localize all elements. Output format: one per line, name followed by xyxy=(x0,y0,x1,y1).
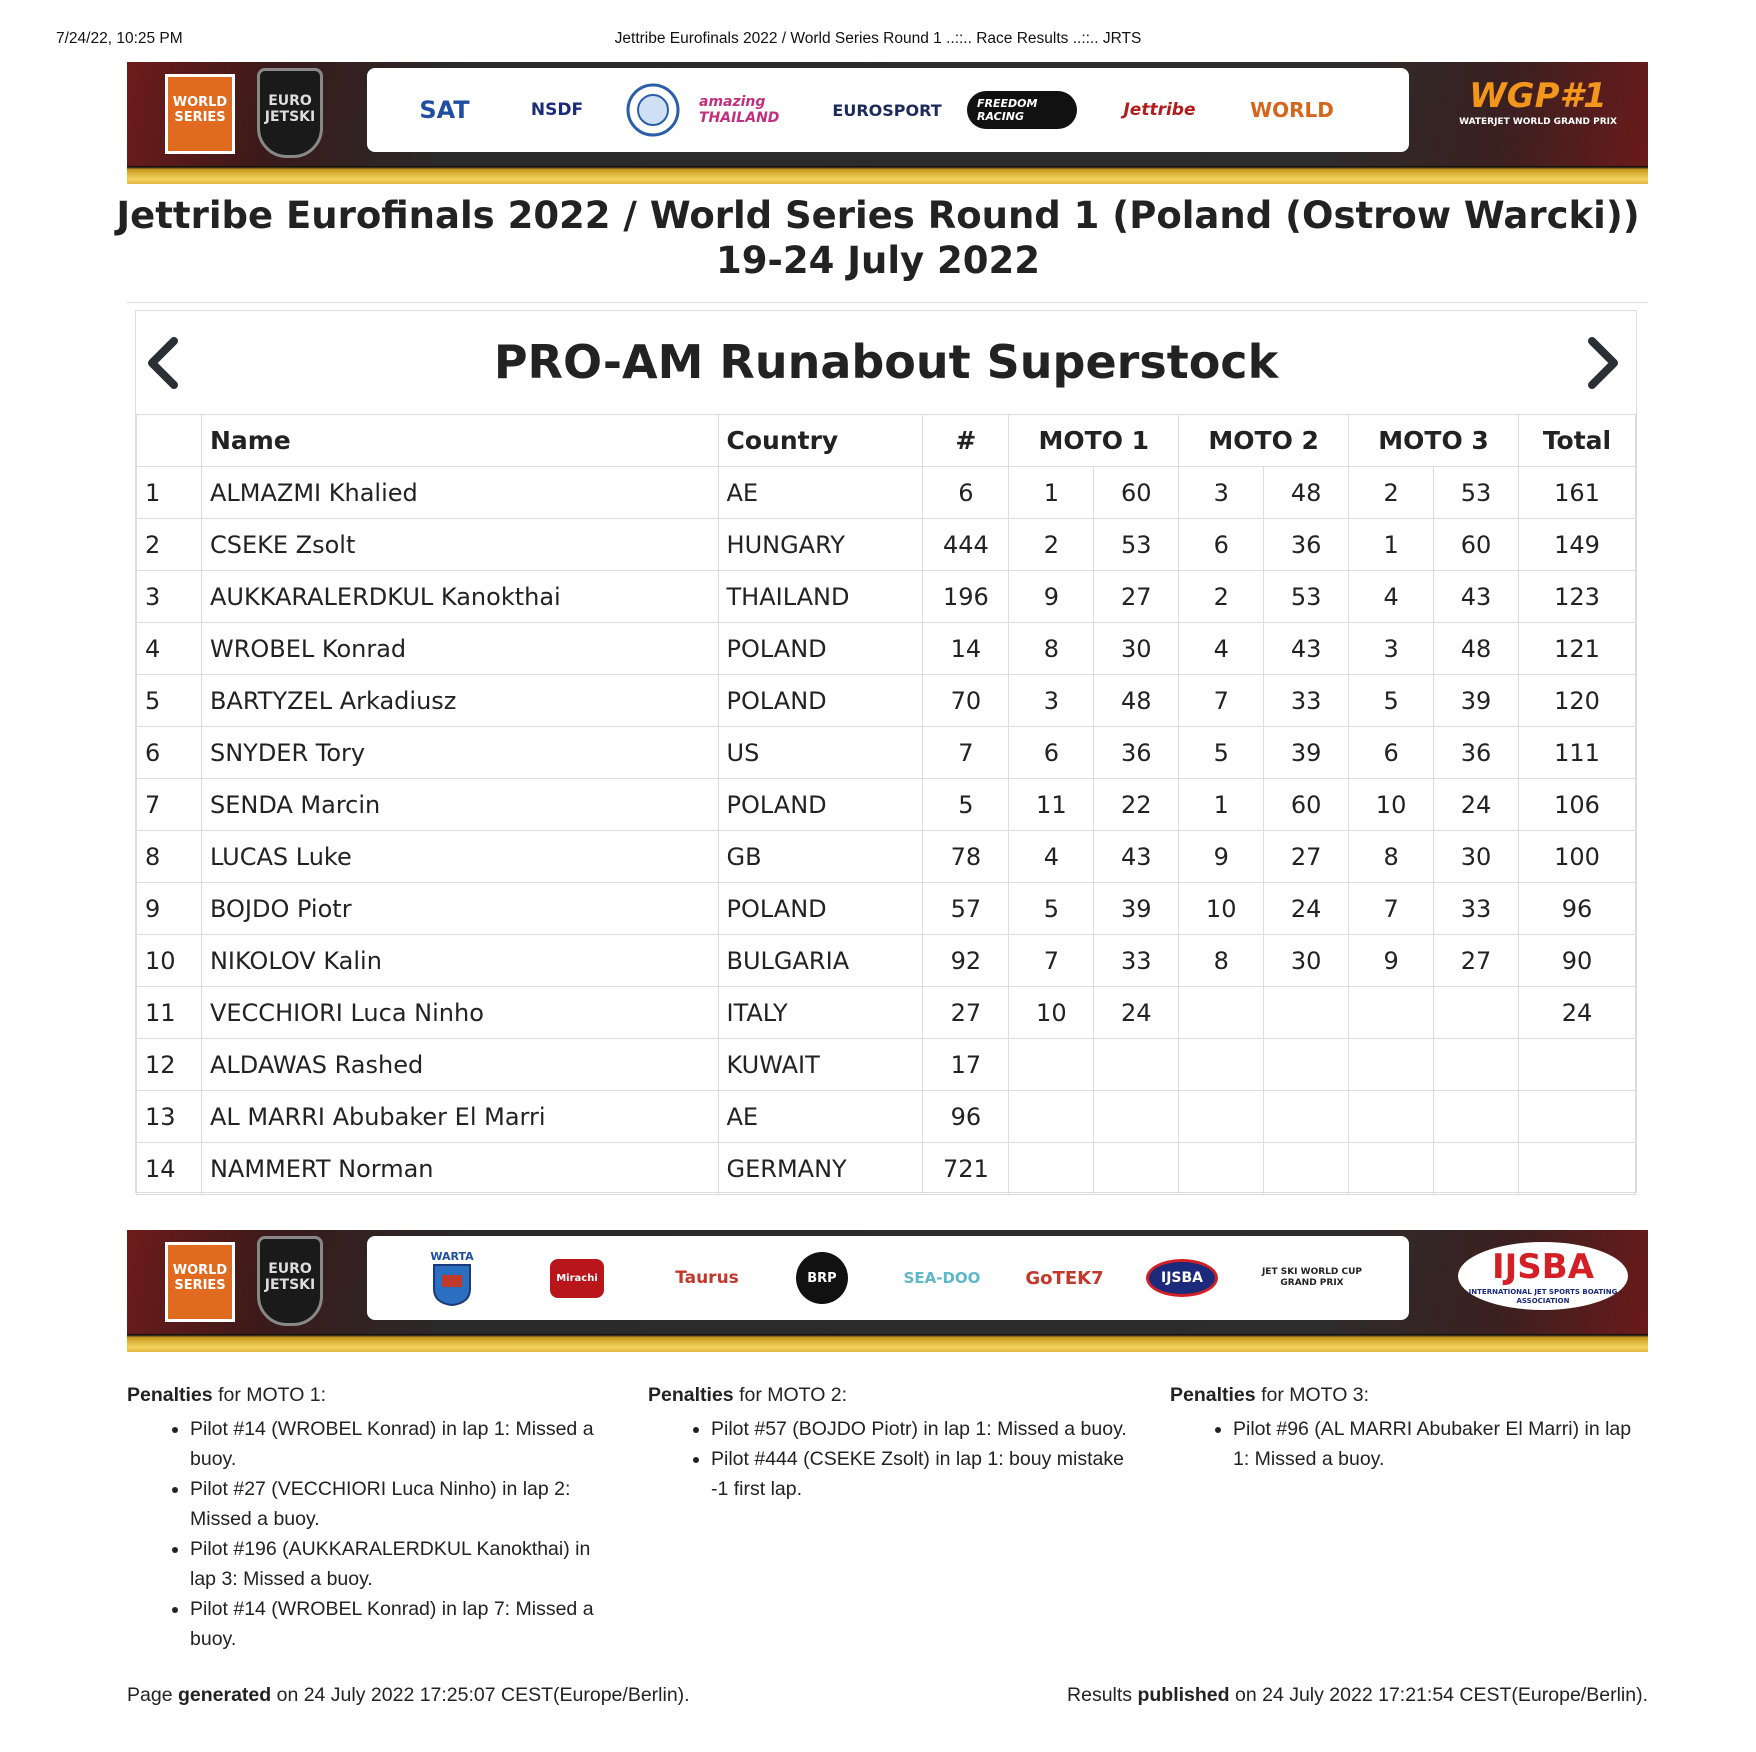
cell-moto2-place: 2 xyxy=(1179,571,1264,623)
cell-moto3-points: 48 xyxy=(1434,623,1519,675)
cell-name: ALMAZMI Khalied xyxy=(201,467,718,519)
cell-position: 6 xyxy=(137,727,202,779)
cell-position: 13 xyxy=(137,1091,202,1143)
cell-name: LUCAS Luke xyxy=(201,831,718,883)
cell-moto1-points xyxy=(1094,1143,1179,1195)
table-row xyxy=(137,571,1636,623)
cell-name: VECCHIORI Luca Ninho xyxy=(201,987,718,1039)
cell-position: 14 xyxy=(137,1143,202,1195)
cell-moto1-place: 4 xyxy=(1009,831,1094,883)
cell-moto1-place: 2 xyxy=(1009,519,1094,571)
class-title: PRO-AM Runabout Superstock xyxy=(493,335,1279,389)
cell-moto1-points: 27 xyxy=(1094,571,1179,623)
cell-moto1-place: 3 xyxy=(1009,675,1094,727)
cell-moto2-points: 27 xyxy=(1264,831,1349,883)
cell-moto1-place xyxy=(1009,1143,1094,1195)
cell-moto1-points: 53 xyxy=(1094,519,1179,571)
sponsor-brp-logo: BRP xyxy=(787,1236,857,1320)
cell-moto2-place: 4 xyxy=(1179,623,1264,675)
cell-moto3-place xyxy=(1349,1143,1434,1195)
cell-moto1-points: 36 xyxy=(1094,727,1179,779)
cell-moto1-place: 8 xyxy=(1009,623,1094,675)
cell-moto1-points: 33 xyxy=(1094,935,1179,987)
cell-moto2-points: 24 xyxy=(1264,883,1349,935)
cell-moto2-place: 6 xyxy=(1179,519,1264,571)
cell-moto3-place xyxy=(1349,987,1434,1039)
cell-country: BULGARIA xyxy=(718,935,923,987)
cell-moto3-points: 60 xyxy=(1434,519,1519,571)
cell-total: 149 xyxy=(1518,519,1635,571)
cell-total xyxy=(1518,1039,1635,1091)
cell-number: 196 xyxy=(923,571,1009,623)
cell-name: ALDAWAS Rashed xyxy=(201,1039,718,1091)
cell-total xyxy=(1518,1143,1635,1195)
penalty-item: • Pilot #444 (CSEKE Zsolt) in lap 1: bouy mistake -1 first lap. xyxy=(711,1444,1138,1504)
cell-position: 10 xyxy=(137,935,202,987)
cell-moto2-place xyxy=(1179,1091,1264,1143)
cell-moto3-points xyxy=(1434,1143,1519,1195)
table-row xyxy=(137,1143,1636,1195)
cell-moto1-points xyxy=(1094,1091,1179,1143)
cell-total: 106 xyxy=(1518,779,1635,831)
penalties-list xyxy=(648,1414,1138,1504)
cell-moto3-points: 33 xyxy=(1434,883,1519,935)
euro-jetski-badge: EURO JETSKI xyxy=(257,68,323,158)
cell-moto1-points: 43 xyxy=(1094,831,1179,883)
cell-moto1-place: 1 xyxy=(1009,467,1094,519)
cell-moto3-points: 53 xyxy=(1434,467,1519,519)
penalties-moto3 xyxy=(1170,1380,1650,1474)
cell-number: 5 xyxy=(923,779,1009,831)
cell-number: 92 xyxy=(923,935,1009,987)
cell-moto3-points xyxy=(1434,987,1519,1039)
cell-number: 14 xyxy=(923,623,1009,675)
cell-moto1-place: 7 xyxy=(1009,935,1094,987)
banner-background xyxy=(127,62,1648,166)
cell-name: BARTYZEL Arkadiusz xyxy=(201,675,718,727)
cell-position: 2 xyxy=(137,519,202,571)
cell-country: ITALY xyxy=(718,987,923,1039)
cell-country: THAILAND xyxy=(718,571,923,623)
event-dates: 19-24 July 2022 xyxy=(716,239,1040,282)
bottom-sponsor-banner xyxy=(127,1230,1648,1352)
cell-moto3-place: 9 xyxy=(1349,935,1434,987)
footer-generated: Page generated on 24 July 2022 17:25:07 CEST(Europe/Berlin). xyxy=(127,1684,690,1706)
print-header xyxy=(0,30,1756,52)
penalties-moto2 xyxy=(648,1380,1138,1504)
cell-number: 444 xyxy=(923,519,1009,571)
cell-moto2-points: 33 xyxy=(1264,675,1349,727)
cell-position: 1 xyxy=(137,467,202,519)
cell-moto2-place: 5 xyxy=(1179,727,1264,779)
cell-moto3-place: 1 xyxy=(1349,519,1434,571)
table-row xyxy=(137,675,1636,727)
penalties-moto1 xyxy=(127,1380,617,1654)
cell-number: 7 xyxy=(923,727,1009,779)
cell-number: 6 xyxy=(923,467,1009,519)
penalty-item: • Pilot #14 (WROBEL Konrad) in lap 7: Missed a buoy. xyxy=(190,1594,617,1654)
header-name: Name xyxy=(201,415,718,467)
cell-moto3-place: 4 xyxy=(1349,571,1434,623)
header-moto1: MOTO 1 xyxy=(1009,415,1179,467)
cell-moto1-points: 22 xyxy=(1094,779,1179,831)
sponsor-mirachi-logo: Mirachi xyxy=(537,1236,617,1320)
cell-moto2-place: 8 xyxy=(1179,935,1264,987)
euro-jetski-badge: EURO JETSKI xyxy=(257,1236,323,1326)
cell-name: NIKOLOV Kalin xyxy=(201,935,718,987)
cell-moto3-points: 30 xyxy=(1434,831,1519,883)
cell-total: 123 xyxy=(1518,571,1635,623)
penalty-item: • Pilot #14 (WROBEL Konrad) in lap 1: Missed a buoy. xyxy=(190,1414,617,1474)
cell-moto2-points: 48 xyxy=(1264,467,1349,519)
cell-name: WROBEL Konrad xyxy=(201,623,718,675)
cell-position: 7 xyxy=(137,779,202,831)
cell-name: SNYDER Tory xyxy=(201,727,718,779)
cell-moto3-place xyxy=(1349,1091,1434,1143)
cell-moto2-place: 3 xyxy=(1179,467,1264,519)
cell-moto3-place: 2 xyxy=(1349,467,1434,519)
results-body xyxy=(137,467,1636,1195)
penalty-item: • Pilot #27 (VECCHIORI Luca Ninho) in lap 2: Missed a buoy. xyxy=(190,1474,617,1534)
results-panel xyxy=(135,310,1637,1193)
cell-country: KUWAIT xyxy=(718,1039,923,1091)
cell-name: AL MARRI Abubaker El Marri xyxy=(201,1091,718,1143)
cell-position: 5 xyxy=(137,675,202,727)
cell-moto3-place: 3 xyxy=(1349,623,1434,675)
table-row xyxy=(137,779,1636,831)
sponsor-seadoo-logo: SEA-DOO xyxy=(903,1269,981,1287)
cell-moto1-place xyxy=(1009,1091,1094,1143)
cell-number: 57 xyxy=(923,883,1009,935)
cell-number: 70 xyxy=(923,675,1009,727)
cell-country: POLAND xyxy=(718,623,923,675)
cell-moto1-place: 9 xyxy=(1009,571,1094,623)
sponsor-sat-logo: SAT xyxy=(419,96,470,124)
table-row xyxy=(137,519,1636,571)
cell-moto1-points: 60 xyxy=(1094,467,1179,519)
cell-total: 24 xyxy=(1518,987,1635,1039)
penalty-item: • Pilot #57 (BOJDO Piotr) in lap 1: Missed a buoy. xyxy=(711,1414,1138,1444)
header-total: Total xyxy=(1518,415,1635,467)
wgp-logo: WGP#1 WATERJET WORLD GRAND PRIX xyxy=(1459,76,1617,127)
cell-country: GB xyxy=(718,831,923,883)
banner-background xyxy=(127,1230,1648,1334)
cell-moto2-points xyxy=(1264,1091,1349,1143)
print-page-title: Jettribe Eurofinals 2022 / World Series Round 1 ..::.. Race Results ..::.. JRTS xyxy=(614,30,1142,47)
penalty-item: • Pilot #96 (AL MARRI Abubaker El Marri) in lap 1: Missed a buoy. xyxy=(1233,1414,1650,1474)
cell-country: POLAND xyxy=(718,883,923,935)
cell-position: 9 xyxy=(137,883,202,935)
table-header-row xyxy=(137,415,1636,467)
sponsor-taurus-logo: Taurus xyxy=(675,1268,739,1288)
cell-moto3-points xyxy=(1434,1091,1519,1143)
cell-position: 11 xyxy=(137,987,202,1039)
table-row xyxy=(137,467,1636,519)
table-row xyxy=(137,883,1636,935)
cell-number: 78 xyxy=(923,831,1009,883)
sponsor-warta-logo: WARTA xyxy=(412,1236,492,1320)
results-table xyxy=(136,414,1636,1195)
cell-moto1-points: 48 xyxy=(1094,675,1179,727)
world-series-badge: WORLD SERIES xyxy=(165,74,235,154)
cell-moto2-place: 9 xyxy=(1179,831,1264,883)
cell-moto3-place xyxy=(1349,1039,1434,1091)
sponsor-jettribe-logo: Jettribe xyxy=(1123,100,1196,120)
cell-name: CSEKE Zsolt xyxy=(201,519,718,571)
cell-moto1-place: 5 xyxy=(1009,883,1094,935)
cell-moto3-points: 43 xyxy=(1434,571,1519,623)
cell-moto1-points xyxy=(1094,1039,1179,1091)
cell-moto2-points: 36 xyxy=(1264,519,1349,571)
sponsor-eurosport-logo: EUROSPORT xyxy=(832,100,942,120)
cell-moto3-points: 24 xyxy=(1434,779,1519,831)
event-title xyxy=(0,193,1756,283)
header-position xyxy=(137,415,202,467)
penalty-item: • Pilot #196 (AUKKARALERDKUL Kanokthai) in lap 3: Missed a buoy. xyxy=(190,1534,617,1594)
penalties-heading: Penalties for MOTO 3: xyxy=(1170,1384,1370,1406)
cell-moto2-points: 60 xyxy=(1264,779,1349,831)
previous-class-arrow-icon[interactable] xyxy=(140,333,188,393)
table-row xyxy=(137,727,1636,779)
cell-country: GERMANY xyxy=(718,1143,923,1195)
event-name: Jettribe Eurofinals 2022 / World Series Round 1 (Poland (Ostrow Warcki)) xyxy=(116,194,1640,237)
cell-total: 111 xyxy=(1518,727,1635,779)
penalties-list xyxy=(1170,1414,1650,1474)
cell-country: POLAND xyxy=(718,675,923,727)
sponsor-freedom-logo: FREEDOM RACING xyxy=(967,68,1077,152)
penalties-heading: Penalties for MOTO 2: xyxy=(648,1384,848,1406)
table-row xyxy=(137,1091,1636,1143)
cell-moto3-place: 6 xyxy=(1349,727,1434,779)
cell-moto1-points: 30 xyxy=(1094,623,1179,675)
cell-position: 3 xyxy=(137,571,202,623)
cell-total: 100 xyxy=(1518,831,1635,883)
cell-number: 17 xyxy=(923,1039,1009,1091)
sponsor-gotek-logo: GoTEK7 xyxy=(1025,1267,1104,1289)
cell-moto3-place: 7 xyxy=(1349,883,1434,935)
cell-moto2-points xyxy=(1264,1039,1349,1091)
cell-moto2-place: 10 xyxy=(1179,883,1264,935)
cell-name: SENDA Marcin xyxy=(201,779,718,831)
cell-position: 8 xyxy=(137,831,202,883)
table-row xyxy=(137,623,1636,675)
cell-position: 12 xyxy=(137,1039,202,1091)
header-number: # xyxy=(923,415,1009,467)
sponsor-thailand-logo: amazing THAILAND xyxy=(699,94,780,126)
next-class-arrow-icon[interactable] xyxy=(1578,333,1626,393)
cell-moto1-place xyxy=(1009,1039,1094,1091)
world-series-badge: WORLD SERIES xyxy=(165,1242,235,1322)
cell-country: POLAND xyxy=(718,779,923,831)
cell-moto2-place xyxy=(1179,1143,1264,1195)
penalties-heading: Penalties for MOTO 1: xyxy=(127,1384,327,1406)
footer-published: Results published on 24 July 2022 17:21:54 CEST(Europe/Berlin). xyxy=(1067,1684,1648,1706)
cell-moto2-points: 53 xyxy=(1264,571,1349,623)
sponsor-seal-logo xyxy=(622,68,684,152)
header-moto3: MOTO 3 xyxy=(1349,415,1519,467)
cell-number: 96 xyxy=(923,1091,1009,1143)
cell-number: 721 xyxy=(923,1143,1009,1195)
cell-moto2-points xyxy=(1264,987,1349,1039)
table-row xyxy=(137,935,1636,987)
cell-moto3-points: 39 xyxy=(1434,675,1519,727)
cell-moto1-points: 24 xyxy=(1094,987,1179,1039)
cell-moto2-place: 1 xyxy=(1179,779,1264,831)
cell-total: 120 xyxy=(1518,675,1635,727)
cell-moto2-points xyxy=(1264,1143,1349,1195)
cell-number: 27 xyxy=(923,987,1009,1039)
cell-total: 96 xyxy=(1518,883,1635,935)
cell-moto3-points xyxy=(1434,1039,1519,1091)
ijsba-logo: IJSBA INTERNATIONAL JET SPORTS BOATING ASSOCIATION xyxy=(1458,1242,1628,1312)
cell-moto1-place: 10 xyxy=(1009,987,1094,1039)
table-row xyxy=(137,831,1636,883)
print-datetime: 7/24/22, 10:25 PM xyxy=(56,30,183,47)
cell-moto3-points: 27 xyxy=(1434,935,1519,987)
cell-country: US xyxy=(718,727,923,779)
header-country: Country xyxy=(718,415,923,467)
cell-moto1-place: 6 xyxy=(1009,727,1094,779)
cell-position: 4 xyxy=(137,623,202,675)
sponsor-worldcup-logo: JET SKI WORLD CUP GRAND PRIX xyxy=(1261,1267,1363,1288)
cell-country: AE xyxy=(718,1091,923,1143)
cell-moto2-place: 7 xyxy=(1179,675,1264,727)
cell-moto2-place xyxy=(1179,987,1264,1039)
cell-moto1-points: 39 xyxy=(1094,883,1179,935)
class-header xyxy=(136,311,1636,415)
sponsor-ijsba-small-logo: IJSBA xyxy=(1127,1236,1237,1320)
sponsor-nsdf-logo: NSDF xyxy=(530,100,584,120)
sponsor-strip xyxy=(367,68,1409,152)
cell-total xyxy=(1518,1091,1635,1143)
cell-country: AE xyxy=(718,467,923,519)
cell-moto3-place: 8 xyxy=(1349,831,1434,883)
cell-country: HUNGARY xyxy=(718,519,923,571)
cell-moto2-points: 43 xyxy=(1264,623,1349,675)
cell-moto3-place: 5 xyxy=(1349,675,1434,727)
cell-name: NAMMERT Norman xyxy=(201,1143,718,1195)
cell-total: 161 xyxy=(1518,467,1635,519)
cell-moto2-place xyxy=(1179,1039,1264,1091)
cell-moto2-points: 39 xyxy=(1264,727,1349,779)
cell-name: AUKKARALERDKUL Kanokthai xyxy=(201,571,718,623)
cell-moto1-place: 11 xyxy=(1009,779,1094,831)
title-divider xyxy=(127,302,1648,303)
cell-moto3-points: 36 xyxy=(1434,727,1519,779)
cell-total: 121 xyxy=(1518,623,1635,675)
top-sponsor-banner xyxy=(127,62,1648,184)
cell-name: BOJDO Piotr xyxy=(201,883,718,935)
sponsor-strip xyxy=(367,1236,1409,1320)
table-row xyxy=(137,1039,1636,1091)
header-moto2: MOTO 2 xyxy=(1179,415,1349,467)
cell-total: 90 xyxy=(1518,935,1635,987)
table-row xyxy=(137,987,1636,1039)
cell-moto2-points: 30 xyxy=(1264,935,1349,987)
cell-moto3-place: 10 xyxy=(1349,779,1434,831)
sponsor-world-logo: WORLD xyxy=(1250,98,1334,122)
penalties-list xyxy=(127,1414,617,1654)
